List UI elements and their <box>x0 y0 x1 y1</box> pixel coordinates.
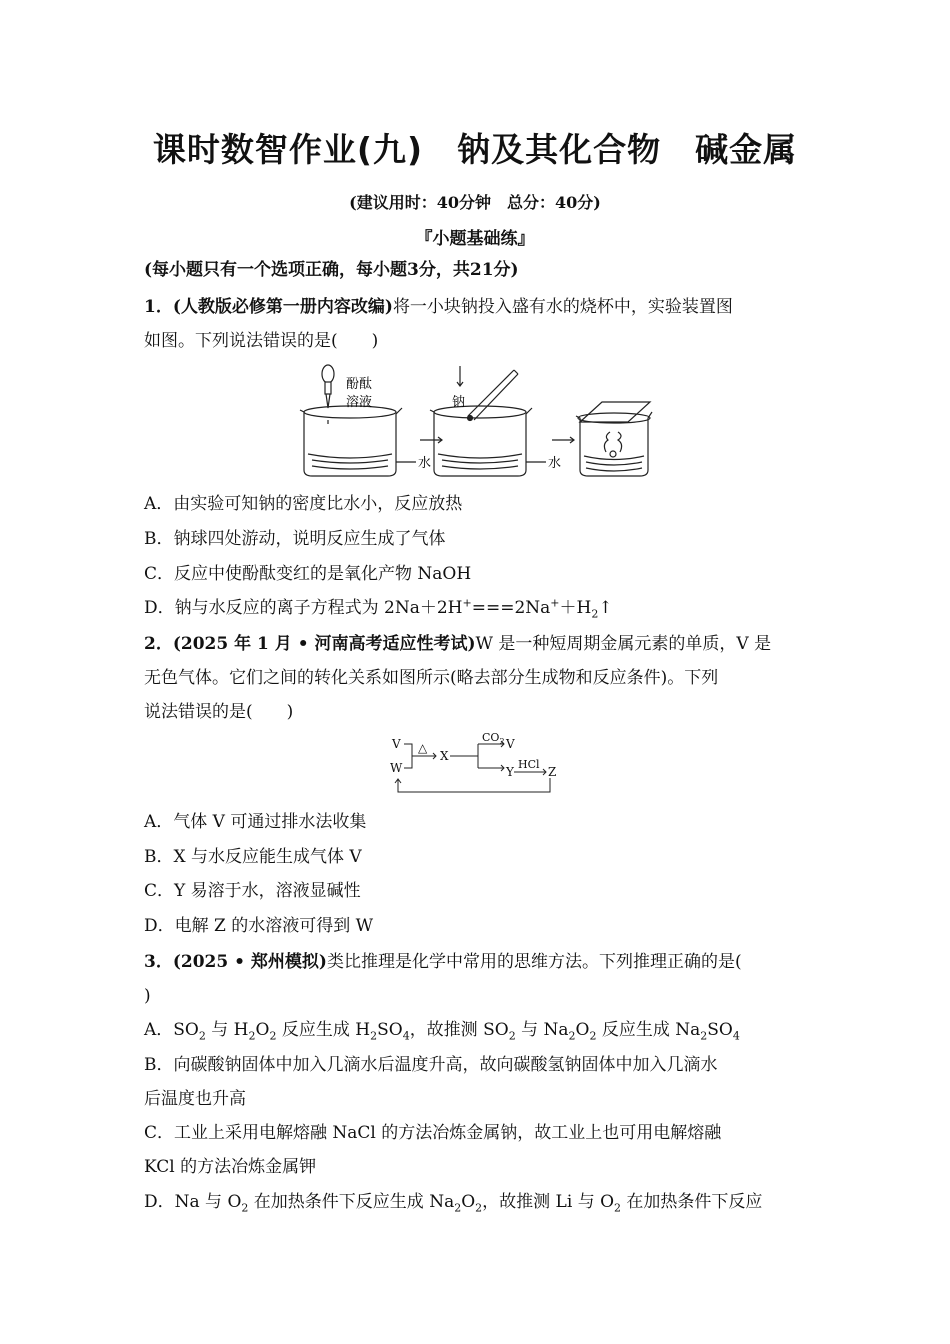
svg-text:CO2: $CO_2$ <box>482 732 505 746</box>
q2-option-a: A．气体 V 可通过排水法收集 <box>144 812 367 832</box>
reagent-label-1: 酚酞 <box>346 377 373 392</box>
q2-number: 2． <box>144 634 173 654</box>
q2-option-c: C．Y 易溶于水，溶液显碱性 <box>144 881 361 901</box>
q3-stem-text: 类比推理是化学中常用的思维方法。下列推理正确的是( <box>326 952 742 972</box>
q3-option-d: D．Na 与 $O_2$ 在加热条件下反应生成 $Na_2O_2$，故推测 Li 与 $O_2$ 在加热条件下反应 <box>144 1192 763 1215</box>
q1-number: 1． <box>144 297 173 317</box>
q1-source: (人教版必修第一册内容改编) <box>172 297 393 317</box>
diagram-co2: CO <box>482 732 500 744</box>
q3-option-b-line1: B．向碳酸钠固体中加入几滴水后温度升高，故向碳酸氢钠固体中加入几滴水 <box>144 1055 718 1075</box>
q2-stem-line2: 无色气体。它们之间的转化关系如图所示(略去部分生成物和反应条件)。下列 <box>144 668 719 688</box>
q1-option-c: C．反应中使酚酞变红的是氧化产物 NaOH <box>144 564 472 584</box>
q1-option-b: B．钠球四处游动，说明反应生成了气体 <box>144 529 446 549</box>
q2-option-d: D．电解 Z 的水溶液可得到 W <box>144 916 374 936</box>
q1-stem-text: 将一小块钠投入盛有水的烧杯中，实验装置图 <box>392 297 733 317</box>
q2-stem-text: W 是一种短周期金属元素的单质，V 是 <box>475 634 772 654</box>
q1-option-d: D．钠与水反应的离子方程式为 $2Na+2H^+===2Na^++H_2↑$ <box>144 596 613 621</box>
q3-source: (2025 • 郑州模拟) <box>172 952 327 972</box>
q3-stem-line2: ) <box>144 986 151 1006</box>
q3-option-c-line1: C．工业上采用电解熔融 NaCl 的方法冶炼金属钠，故工业上也可用电解熔融 <box>144 1123 722 1143</box>
diagram-x: X <box>440 749 449 763</box>
diagram-heat: △ <box>418 741 428 755</box>
q2-option-b: B．X 与水反应能生成气体 V <box>144 847 362 867</box>
sodium-label: 钠 <box>452 395 466 410</box>
page-title: 课时数智作业(九) 钠及其化合物 碱金属 <box>152 130 798 169</box>
gas-arrow-icon: ↑ <box>598 598 613 618</box>
section-label: 『小题基础练』 <box>415 229 535 249</box>
q2-transformation-diagram <box>388 732 564 800</box>
water-label-2: 水 <box>548 456 562 471</box>
q1-stem-line1 <box>144 295 810 319</box>
diagram-y: Y <box>506 765 514 779</box>
diagram-v: V <box>392 737 401 751</box>
diagram-z: Z <box>548 765 557 779</box>
q2-source: (2025 年 1 月 • 河南高考适应性考试) <box>172 634 476 654</box>
diagram-hcl: HCl <box>518 758 540 771</box>
diagram-w: W <box>390 761 403 775</box>
q1-option-a: A．由实验可知钠的密度比水小，反应放热 <box>144 494 463 514</box>
water-label-1: 水 <box>418 456 432 471</box>
q3-option-b-line2: 后温度也升高 <box>144 1089 246 1109</box>
reagent-label-2: 溶液 <box>346 395 373 410</box>
q3-stem-line1 <box>144 950 810 974</box>
q1-stem-line2: 如图。下列说法错误的是( ) <box>144 331 379 351</box>
q3-number: 3． <box>144 952 173 972</box>
q2-stem-line3: 说法错误的是( ) <box>144 702 294 722</box>
diagram-v2: V <box>506 737 515 751</box>
q3-option-a: A．$SO_2$ 与 $H_2O_2$ 反应生成 $H_2SO_4$，故推测 $SO_2$ 与 $Na_2O_2$ 反应生成 $Na_2SO_4$ <box>144 1020 740 1043</box>
time-and-score: (建议用时：40分钟 总分：40分) <box>349 193 601 212</box>
q1-experiment-figure <box>290 362 660 482</box>
q2-stem-line1 <box>144 632 810 656</box>
instruction: (每小题只有一个选项正确，每小题3分，共21分) <box>144 260 519 280</box>
q3-option-c-line2: KCl 的方法冶炼金属钾 <box>144 1157 317 1177</box>
